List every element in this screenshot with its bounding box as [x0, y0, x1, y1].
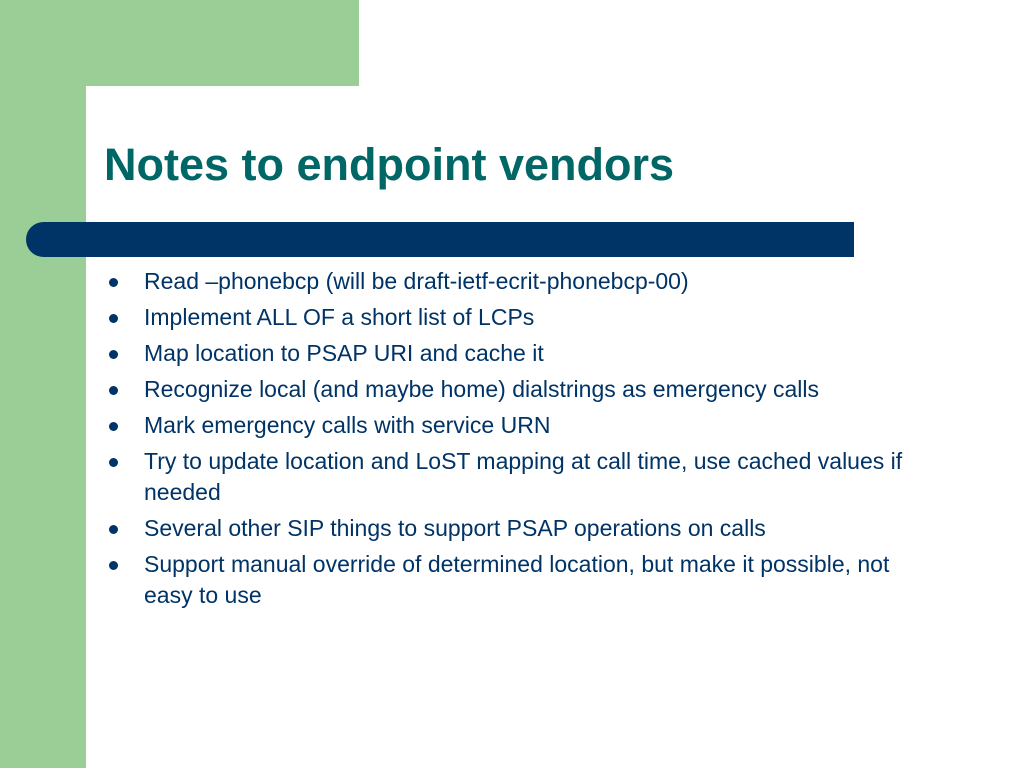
bullet-item — [106, 266, 936, 297]
bullet-text: Several other SIP things to support PSAP operations on calls — [144, 515, 766, 541]
bullet-item — [106, 410, 936, 441]
left-accent-band — [0, 0, 86, 768]
bullet-dot-icon — [109, 458, 118, 467]
bullet-text: Support manual override of determined location, but make it possible, not easy to use — [144, 551, 890, 608]
bullet-text: Map location to PSAP URI and cache it — [144, 340, 544, 366]
bullet-dot-icon — [109, 314, 118, 323]
bullet-text: Recognize local (and maybe home) dialstrings as emergency calls — [144, 376, 819, 402]
bullet-text: Implement ALL OF a short list of LCPs — [144, 304, 535, 330]
bullet-item — [106, 374, 936, 405]
slide-title: Notes to endpoint vendors — [104, 139, 675, 190]
bullet-dot-icon — [109, 561, 118, 570]
bullet-text: Try to update location and LoST mapping at call time, use cached values if needed — [144, 448, 903, 505]
bullet-list — [106, 266, 936, 616]
bullet-dot-icon — [109, 525, 118, 534]
bullet-dot-icon — [109, 350, 118, 359]
content-panel-corner — [86, 86, 146, 146]
bullet-dot-icon — [109, 422, 118, 431]
bullet-item — [106, 513, 936, 544]
bullet-item — [106, 302, 936, 333]
bullet-text: Mark emergency calls with service URN — [144, 412, 551, 438]
bullet-item — [106, 338, 936, 369]
bullet-dot-icon — [109, 278, 118, 287]
bullet-text: Read –phonebcp (will be draft-ietf-ecrit-phonebcp-00) — [144, 268, 689, 294]
bullet-dot-icon — [109, 386, 118, 395]
title-underline-bar — [26, 222, 854, 257]
bullet-item — [106, 446, 936, 508]
bullet-item — [106, 549, 936, 611]
top-accent-band — [0, 0, 359, 86]
